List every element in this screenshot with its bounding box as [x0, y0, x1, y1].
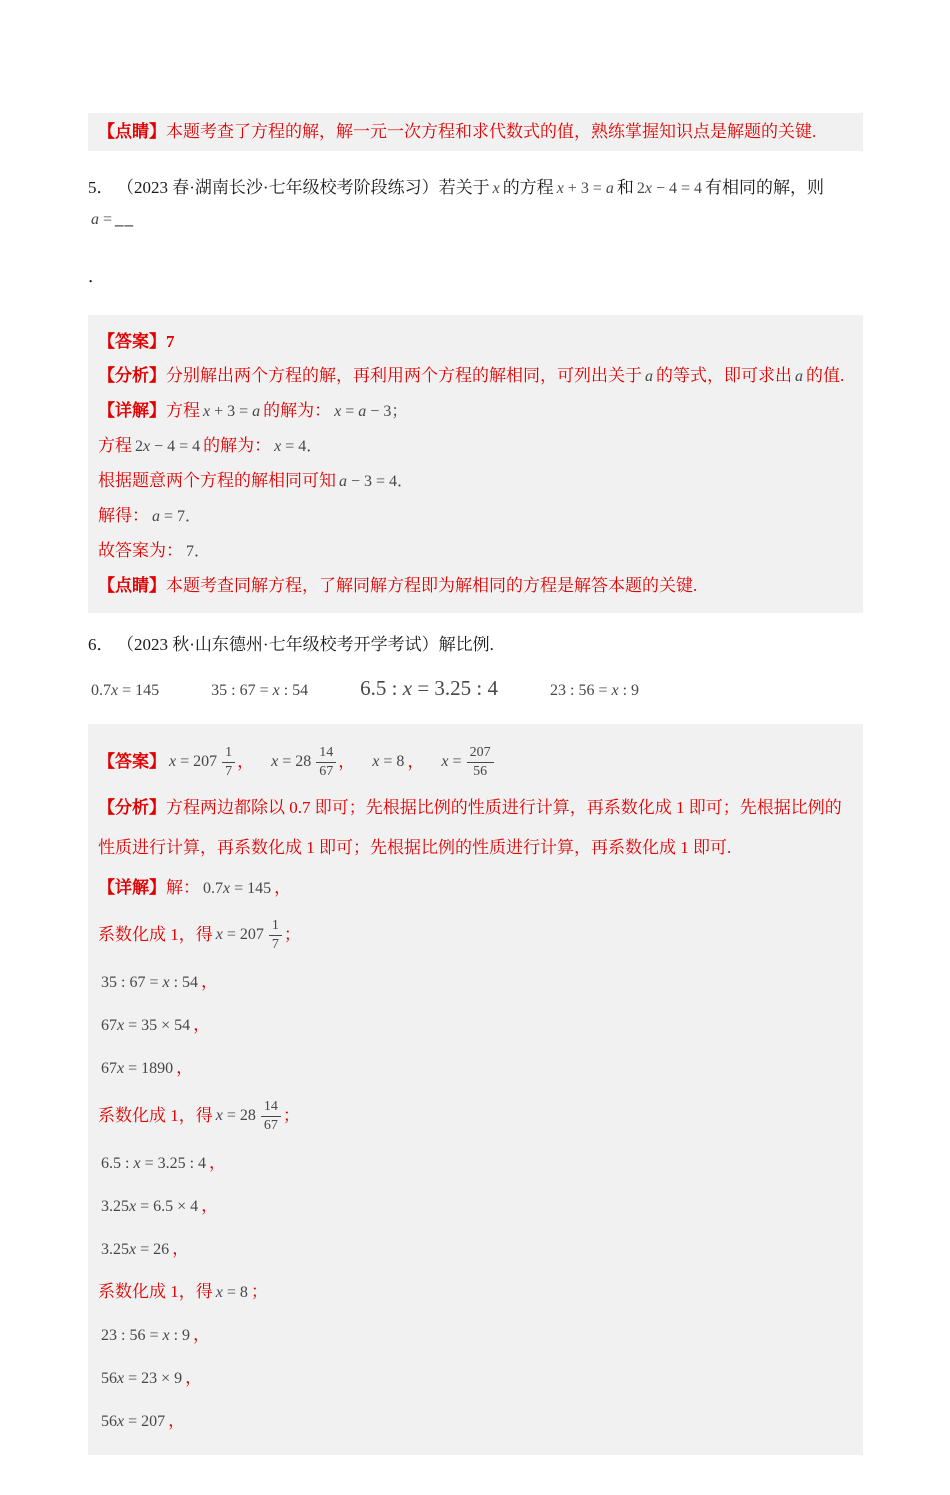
detail-line — [98, 499, 853, 534]
detail-line — [98, 1004, 853, 1047]
detail-text: 解得： — [98, 506, 149, 525]
question-5-number: 5． — [88, 178, 114, 197]
analysis-text: 分别解出两个方程的解，再利用两个方程的解相同，可列出关于 — [166, 366, 642, 385]
math-equation: a − 3 = 4． — [339, 473, 414, 490]
answer-line — [98, 736, 853, 788]
fraction — [467, 744, 494, 780]
fraction — [261, 1098, 281, 1134]
coefficient-line — [98, 1090, 853, 1142]
analysis-label: 【分析】 — [98, 798, 166, 817]
math-equation: 6.5 : x = 3.25 : 4 — [101, 1155, 207, 1172]
separator-semicolon: ； — [283, 925, 301, 944]
math-equation: 23 : 56 = x : 9 — [101, 1327, 191, 1344]
math-equation: 35 : 67 = x : 54 — [101, 974, 199, 991]
detail-label: 【详解】 — [98, 878, 166, 897]
q4-remark-block — [88, 113, 863, 151]
detail-line — [98, 464, 853, 499]
math-equation: 2x − 4 = 4 — [636, 180, 702, 197]
math-equation: a = 7． — [152, 508, 202, 525]
fraction-denominator: 7 — [225, 763, 233, 779]
question-6-source: （2023 秋·山东德州·七年级校考开学考试） — [125, 635, 439, 654]
math-equation: 2x − 4 = 4 — [135, 438, 201, 455]
math-var-a: a — [795, 368, 803, 385]
remark-label: 【点睛】 — [98, 576, 166, 595]
math-mixed-number: x = 28 — [215, 1107, 256, 1124]
remark-label: 【点睛】 — [98, 122, 166, 141]
detail-text: 的解为： — [203, 436, 272, 455]
math-equation: x = 4． — [274, 438, 323, 455]
math-var-x: x — [492, 180, 500, 197]
remark-line — [98, 117, 853, 147]
question-6-title: 解比例. — [438, 635, 494, 654]
math-mixed-number: x = 207 — [169, 753, 218, 770]
answer-blank: __ — [115, 209, 135, 228]
detail-line — [98, 1357, 853, 1400]
analysis-line — [98, 788, 853, 868]
stem-text: 有相同的解，则 — [705, 178, 824, 197]
separator-comma: ， — [338, 752, 356, 771]
separator-comma: ， — [201, 972, 219, 991]
stem-text: 若关于 — [438, 178, 490, 197]
detail-text: 的解为： — [263, 401, 332, 420]
separator-comma: ， — [201, 1196, 219, 1215]
fraction — [222, 744, 235, 780]
separator-semicolon: ； — [282, 1106, 300, 1125]
q5-solution-block — [88, 315, 863, 613]
math-equation: 67x = 35 × 54 — [101, 1017, 191, 1034]
remark-text: 本题考查同解方程，了解同解方程即为解相同的方程是解答本题的关键. — [166, 576, 698, 595]
separator-comma: ， — [176, 1058, 194, 1077]
question-5-period — [88, 265, 863, 289]
stem-text: 的方程 — [502, 178, 554, 197]
detail-label: 【详解】 — [98, 401, 166, 420]
stem-text: 和 — [616, 178, 634, 197]
coefficient-line — [98, 909, 853, 961]
separator-comma: ， — [237, 752, 255, 771]
math-equation: x + 3 = a — [203, 403, 261, 420]
math-equation: x + 3 = a — [556, 180, 614, 197]
math-mixed-number: x = 207 — [215, 926, 264, 943]
coefficient-line — [98, 1271, 853, 1314]
detail-line — [98, 1142, 853, 1185]
separator-comma: ， — [193, 1015, 211, 1034]
detail-text: 解： — [166, 878, 200, 897]
coef-text: 系数化成 1，得 — [98, 925, 213, 944]
analysis-line — [98, 359, 853, 394]
math-equation: 56x = 23 × 9 — [101, 1370, 183, 1387]
question-5-stem — [88, 173, 863, 235]
math-equation: 56x = 207 — [101, 1413, 166, 1430]
question-5-source: （2023 春·湖南长沙·七年级校考阶段练习） — [125, 178, 439, 197]
fraction — [316, 744, 336, 780]
detail-line — [98, 429, 853, 464]
math-mixed-number: x = 28 — [271, 753, 312, 770]
detail-line — [98, 1185, 853, 1228]
separator-comma: ， — [168, 1411, 186, 1430]
fraction-denominator: 67 — [263, 1117, 278, 1133]
detail-line — [98, 534, 853, 569]
answer-value: 7 — [166, 332, 175, 351]
coef-text: 系数化成 1，得 — [98, 1282, 213, 1301]
fraction-numerator: 207 — [467, 744, 494, 763]
detail-text: 故答案为： — [98, 541, 183, 560]
math-equation: 23 : 56 = x : 9 — [550, 682, 640, 699]
fraction-denominator: 56 — [473, 763, 488, 779]
detail-line — [98, 868, 853, 909]
detail-line — [98, 394, 853, 429]
separator-comma: ， — [193, 1325, 211, 1344]
separator-comma: ， — [274, 878, 292, 897]
fraction — [269, 917, 282, 953]
math-fraction-eq: x = — [441, 753, 462, 770]
math-equation: 3.25x = 26 — [101, 1241, 170, 1258]
detail-text: 方程 — [98, 436, 132, 455]
detail-text: 根据题意两个方程的解相同可知 — [98, 471, 336, 490]
analysis-text: 的等式，即可求出 — [656, 366, 792, 385]
math-equation: 0.7x = 145 — [91, 682, 160, 699]
analysis-text: 方程两边都除以 0.7 即可；先根据比例的性质进行计算，再系数化成 1 即可；先根据比例的性质进行计算，再系数化成 1 即可；先根据比例的性质进行计算，再系数化成 1 即可. — [98, 798, 842, 857]
separator-comma: ， — [407, 752, 425, 771]
math-equation: 7． — [186, 543, 211, 560]
fraction-numerator: 14 — [261, 1098, 281, 1117]
analysis-text: 的值. — [806, 366, 845, 385]
question-6-stem — [88, 631, 863, 659]
math-equation: 0.7x = 145 — [203, 880, 272, 897]
detail-line — [98, 1047, 853, 1090]
math-equation: 3.25x = 6.5 × 4 — [101, 1198, 199, 1215]
coef-text: 系数化成 1，得 — [98, 1106, 213, 1125]
detail-text: 方程 — [166, 401, 200, 420]
math-equation: a = — [91, 211, 113, 228]
detail-line — [98, 1314, 853, 1357]
fraction-denominator: 67 — [319, 763, 334, 779]
detail-line — [98, 1400, 853, 1443]
detail-line — [98, 961, 853, 1004]
remark-line — [98, 569, 853, 603]
fraction-denominator: 7 — [271, 936, 279, 952]
math-equation: 35 : 67 = x : 54 — [211, 682, 309, 699]
separator-comma: ， — [172, 1239, 190, 1258]
math-var-a: a — [645, 368, 653, 385]
fraction-numerator: 1 — [269, 917, 282, 936]
separator-comma: ， — [185, 1368, 203, 1387]
q6-solution-block — [88, 724, 863, 1455]
fraction-numerator: 1 — [222, 744, 235, 763]
math-equation: 6.5 : x = 3.25 : 4 — [360, 676, 499, 700]
answer-line — [98, 325, 853, 359]
detail-line — [98, 1228, 853, 1271]
math-equation: x = 8 — [372, 753, 405, 770]
answer-label: 【答案】 — [98, 752, 166, 771]
fraction-numerator: 14 — [316, 744, 336, 763]
analysis-label: 【分析】 — [98, 366, 166, 385]
answer-label: 【答案】 — [98, 332, 166, 351]
math-equation: x = 8 — [215, 1284, 248, 1301]
period-text: ． — [88, 267, 105, 286]
separator-semicolon: ； — [250, 1282, 268, 1301]
math-equation: 67x = 1890 — [101, 1060, 174, 1077]
separator-comma: ， — [209, 1153, 227, 1172]
remark-text: 本题考查了方程的解，解一元一次方程和求代数式的值，熟练掌握知识点是解题的关键. — [166, 122, 817, 141]
question-6-number: 6． — [88, 635, 114, 654]
math-equation: x = a − 3； — [334, 403, 408, 420]
question-6-equations — [88, 673, 863, 706]
